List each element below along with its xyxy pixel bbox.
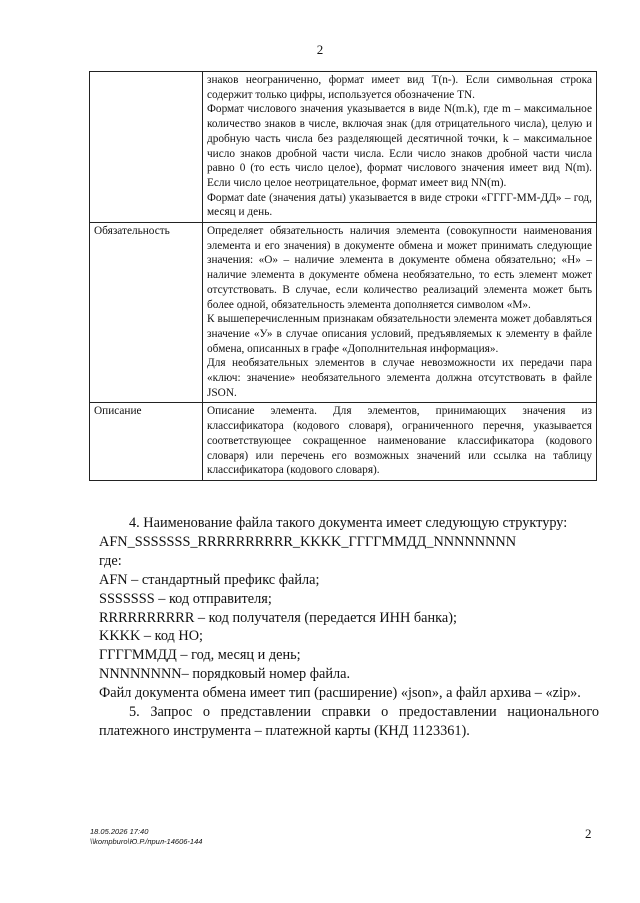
paragraph: Формат date (значения даты) указывается в виде строки «ГГГГ-ММ-ДД» – год, месяц и день. [207,191,592,219]
table-row [90,223,597,403]
paragraph: Формат числового значения указывается в виде N(m.k), где m – максимальное количество знаков в числе, включая знак (для отрицательного числа), целую и дробную часть числа без разделяющей десятичной точки, k – максимальное число знаков дробной части числа. Если число знаков дробной части числа равно 0 (то есть число целое), формат числового значения имеет вид N(m). Если число целое неотрицательное, формат имеет вид NN(m). [207,103,592,189]
table-row-description [203,72,597,223]
format-table [89,71,597,481]
page-number-bottom: 2 [585,826,592,841]
table-row-description [203,403,597,481]
table-row-description [203,223,597,403]
section-4-heading: 4. Наименование файла такого документа имеет следующую структуру: [129,515,568,531]
body-text [99,514,599,741]
table-row-label [90,72,203,223]
footer-stamp [90,827,202,846]
file-type-note: Файл документа обмена имеет тип (расширение) «json», а файл архива – «zip». [99,685,581,702]
legend-afn: AFN – стандартный префикс файла; [99,571,320,588]
footer-stamp-path: \\kompburo\Ю.Р./прил-14606-144 [90,836,203,846]
legend-tax-office: KKKK – код НО; [99,628,204,645]
paragraph: знаков неограниченно, формат имеет вид T(n-). Если символьная строка содержит только цифры, используется обозначение TN. [207,74,592,101]
paragraph: К вышеперечисленным признакам обязательности элемента может добавляться значение «У» в случае описания условий, предъявляемых к элементу в файле обмена, описанных в графе «Дополнительная информация». [207,313,592,355]
legend-receiver: RRRRRRRRRR – код получателя (передается ИНН банка); [99,609,457,626]
filename-pattern: AFN_SSSSSSS_RRRRRRRRRR_KKKK_ГГГГММДД_NNNNNNNN [99,533,517,550]
legend-date: ГГГГММДД – год, месяц и день; [99,647,301,664]
table-row-label: Описание [90,403,203,481]
where-label: где: [99,552,122,569]
footer-stamp-datetime: 18.05.2026 17:40 [90,827,149,836]
paragraph: Для необязательных элементов в случае невозможности их передачи пара «ключ: значение» необязательного элемента должна отсутствовать в файле JSON. [207,357,592,399]
table-row [90,72,597,223]
page-number-top: 2 [316,42,324,57]
legend-sequence: NNNNNNNN– порядковый номер файла. [99,666,351,683]
paragraph: Определяет обязательность наличия элемента (совокупности наименования элемента и его значения) в документе обмена и может принимать следующие значения: «О» – наличие элемента в документе обмена обязательно; «Н» – наличие элемента в документе обмена необязательно, то есть элемент может отсутствовать. В случае, если количество реализаций элемента может быть более одной, обязательность элемента дополняется символом «М». [207,225,592,311]
section-5-heading: 5. Запрос о представлении справки о предоставлении национального платежного инструмента – платежной карты (КНД 1123361). [99,704,599,739]
table-row-label: Обязательность [90,223,203,403]
table-row [90,403,597,481]
paragraph: Описание элемента. Для элементов, принимающих значения из классификатора (кодового словаря), ограниченного перечня, указывается соответствующее сокращенное наименование классификатора (кодового словаря) или перечень его возможных значений или ссылка на таблицу классификатора (кодового словаря). [207,405,592,477]
legend-sender: SSSSSSS – код отправителя; [99,590,272,607]
